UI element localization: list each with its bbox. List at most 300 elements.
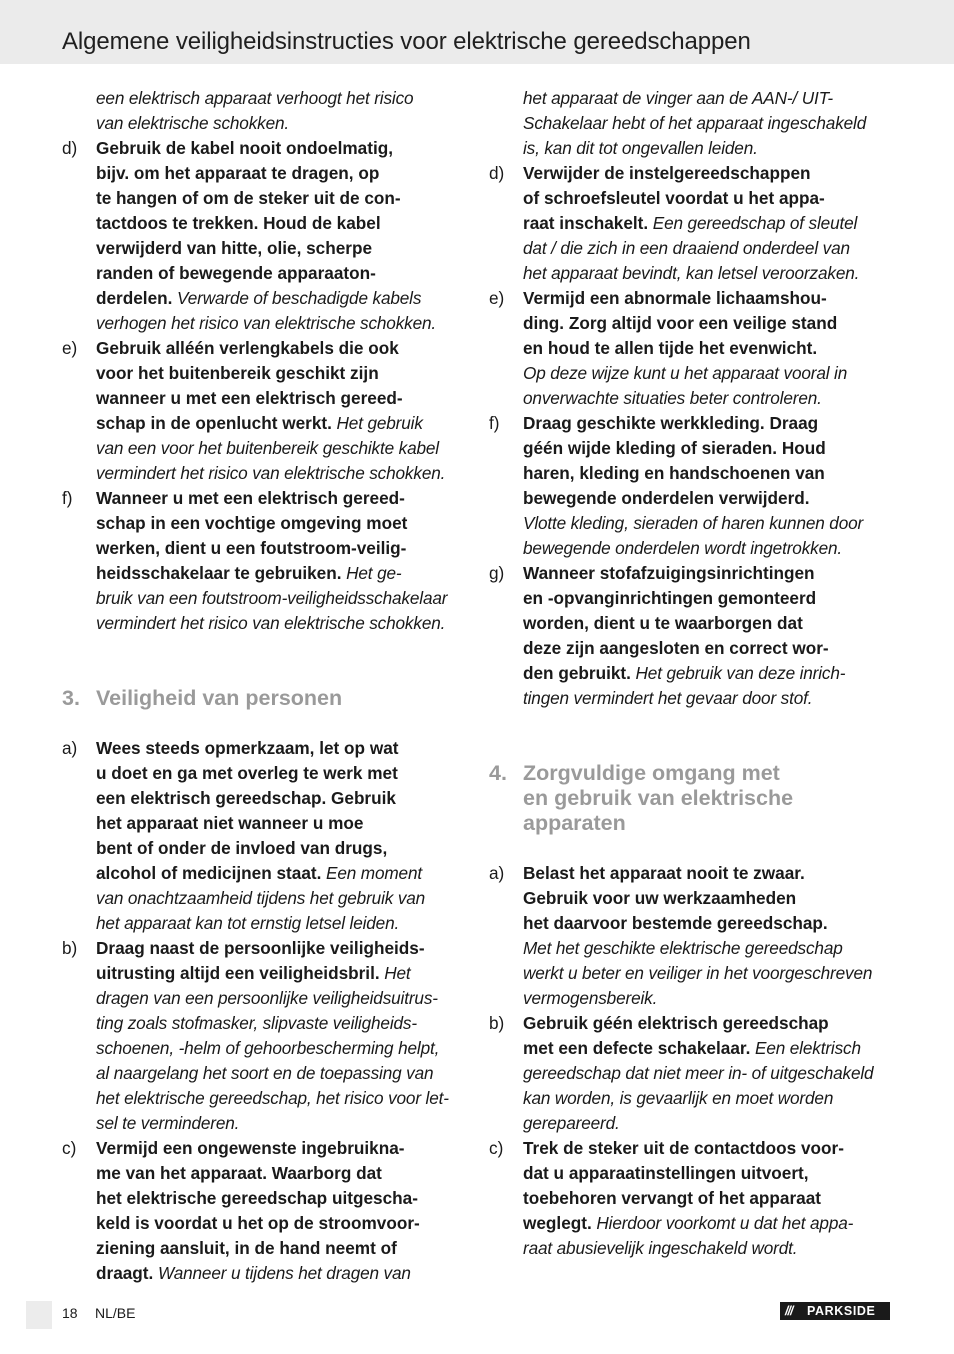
list-marker: b) <box>62 938 78 958</box>
line-text <box>523 1211 853 1236</box>
line-text <box>96 461 445 486</box>
instruction-text: bent of onder de invloed van drugs, <box>96 838 388 858</box>
line-text <box>96 736 399 761</box>
line-text <box>96 311 436 336</box>
text-line <box>489 686 894 711</box>
explanation-text: tingen vermindert het gevaar door stof. <box>523 688 813 708</box>
explanation-text: vermogensbereik. <box>523 988 658 1008</box>
text-line <box>489 661 894 686</box>
instruction-text: weglegt. <box>523 1213 592 1233</box>
text-line <box>62 411 468 436</box>
line-text <box>523 1186 821 1211</box>
explanation-text: kan worden, is gevaarlijk en moet worden <box>523 1088 834 1108</box>
text-line <box>489 536 894 561</box>
explanation-text: werkt u beter en veiliger in het voorgeschreven <box>523 963 873 983</box>
instruction-text: dat u apparaatinstellingen uitvoert, <box>523 1163 809 1183</box>
instruction-text: bewegende onderdelen verwijderd. <box>523 488 810 508</box>
section-title <box>523 761 793 836</box>
line-text <box>523 961 872 986</box>
line-text <box>523 1236 797 1261</box>
text-line <box>62 1186 468 1211</box>
text-line <box>62 836 468 861</box>
text-line <box>62 936 468 961</box>
explanation-text: het elektrische gereedschap, het risico voor let- <box>96 1088 449 1108</box>
line-text <box>523 311 837 336</box>
line-text <box>96 261 376 286</box>
list-marker: g) <box>489 563 505 583</box>
text-line <box>62 786 468 811</box>
line-text <box>96 361 379 386</box>
text-line <box>62 1211 468 1236</box>
instruction-text: Wanneer u met een elektrisch gereed- <box>96 488 405 508</box>
text-line <box>62 736 468 761</box>
line-text <box>96 436 439 461</box>
line-text <box>96 836 387 861</box>
line-text <box>523 686 812 711</box>
parkside-logo <box>780 1302 890 1320</box>
line-text <box>523 986 657 1011</box>
text-line <box>489 411 894 436</box>
instruction-text: het daarvoor bestemde gereedschap. <box>523 913 828 933</box>
explanation-text: Het ge- <box>341 563 402 583</box>
text-line <box>62 536 468 561</box>
line-text <box>96 986 438 1011</box>
line-text <box>523 361 847 386</box>
line-text <box>96 1036 439 1061</box>
text-line <box>489 961 894 986</box>
line-text <box>523 111 866 136</box>
text-line <box>489 136 894 161</box>
text-line <box>62 336 468 361</box>
line-text <box>96 486 405 511</box>
explanation-text: het apparaat de vinger aan de AAN-/ UIT- <box>523 88 833 108</box>
text-line <box>62 561 468 586</box>
instruction-text: haren, kleding en handschoenen van <box>523 463 825 483</box>
instruction-text: Vermijd een abnormale lichaamshou- <box>523 288 827 308</box>
text-line <box>62 1111 468 1136</box>
line-text <box>96 111 289 136</box>
line-text <box>523 261 859 286</box>
instruction-text: keld is voordat u het op de stroomvoor- <box>96 1213 420 1233</box>
line-text <box>96 1161 382 1186</box>
text-line <box>489 236 894 261</box>
instruction-text: derdelen. <box>96 288 173 308</box>
text-line <box>62 761 468 786</box>
text-line <box>62 911 468 936</box>
line-text <box>96 386 403 411</box>
instruction-text: Draag geschikte werkkleding. Draag <box>523 413 819 433</box>
instruction-text: bijv. om het apparaat te dragen, op <box>96 163 380 183</box>
explanation-text: verhogen het risico van elektrische schokken. <box>96 313 437 333</box>
instruction-text: u doet en ga met overleg te werk met <box>96 763 398 783</box>
instruction-text: werken, dient u een foutstroom-veilig- <box>96 538 407 558</box>
line-text <box>96 1111 239 1136</box>
explanation-text: Een moment <box>321 863 422 883</box>
line-text <box>523 586 816 611</box>
line-text <box>96 336 399 361</box>
explanation-text: Het <box>379 963 411 983</box>
line-text <box>523 536 842 561</box>
text-line <box>62 511 468 536</box>
text-line <box>489 186 894 211</box>
instruction-text: den gebruikt. <box>523 663 631 683</box>
line-text <box>96 1011 417 1036</box>
logo-text: PARKSIDE <box>807 1304 876 1318</box>
line-text <box>523 336 817 361</box>
list-marker: a) <box>489 863 505 883</box>
explanation-text: bewegende onderdelen wordt ingetrokken. <box>523 538 843 558</box>
text-line <box>489 1211 894 1236</box>
instruction-text: Gebruik voor uw werkzaamheden <box>523 888 797 908</box>
text-line <box>62 386 468 411</box>
page-number: 18 <box>62 1305 78 1321</box>
instruction-text: een elektrisch gereedschap. Gebruik <box>96 788 396 808</box>
explanation-text: sel te verminderen. <box>96 1113 240 1133</box>
text-line <box>489 886 894 911</box>
line-text <box>523 861 805 886</box>
line-text <box>523 511 863 536</box>
explanation-text: al naargelang het soort en de toepassing van <box>96 1063 434 1083</box>
instruction-text: me van het apparaat. Waarborg dat <box>96 1163 382 1183</box>
text-line <box>489 861 894 886</box>
line-text <box>96 811 363 836</box>
text-line <box>62 961 468 986</box>
instruction-text: alcohol of medicijnen staat. <box>96 863 322 883</box>
line-text <box>523 1161 809 1186</box>
text-line <box>489 86 894 111</box>
line-text <box>96 886 425 911</box>
instruction-text: wanneer u met een elektrisch gereed- <box>96 388 403 408</box>
list-marker: e) <box>489 288 505 308</box>
explanation-text: Met het geschikte elektrische gereedschap <box>523 938 843 958</box>
instruction-text: te hangen of om de steker uit de con- <box>96 188 401 208</box>
text-line <box>489 586 894 611</box>
list-marker: a) <box>62 738 78 758</box>
text-line <box>62 1136 468 1161</box>
line-text <box>523 1111 620 1136</box>
text-line <box>62 111 468 136</box>
text-line <box>489 1061 894 1086</box>
text-line <box>489 361 894 386</box>
text-line <box>489 1036 894 1061</box>
instruction-text: Verwijder de instelgereedschappen <box>523 163 811 183</box>
instruction-text: schap in een vochtige omgeving moet <box>96 513 408 533</box>
text-line <box>489 1086 894 1111</box>
line-text <box>523 1061 873 1086</box>
left-column <box>62 86 468 1286</box>
text-line <box>489 1136 894 1161</box>
instruction-text: Wees steeds opmerkzaam, let op wat <box>96 738 399 758</box>
section-title-line: apparaten <box>523 811 626 835</box>
text-line <box>62 311 468 336</box>
line-text <box>523 461 825 486</box>
explanation-text: gerepareerd. <box>523 1113 620 1133</box>
line-text <box>96 1186 418 1211</box>
instruction-text: Wanneer stofafzuigingsinrichtingen <box>523 563 815 583</box>
line-text <box>96 1086 449 1111</box>
line-text <box>96 586 447 611</box>
text-line <box>62 486 468 511</box>
line-text <box>96 1061 433 1086</box>
text-line <box>62 861 468 886</box>
text-line <box>62 1086 468 1111</box>
list-marker: c) <box>489 1138 504 1158</box>
text-line <box>489 561 894 586</box>
line-text <box>523 211 857 236</box>
line-text <box>523 86 833 111</box>
text-line <box>489 486 894 511</box>
text-line <box>489 461 894 486</box>
line-text <box>96 1236 397 1261</box>
text-line <box>489 336 894 361</box>
explanation-text: dragen van een persoonlijke veiligheidsuitrus- <box>96 988 438 1008</box>
line-text <box>523 236 850 261</box>
instruction-text: Trek de steker uit de contactdoos voor- <box>523 1138 844 1158</box>
line-text <box>96 936 425 961</box>
section-title-line: Veiligheid van personen <box>96 686 343 710</box>
text-line <box>62 236 468 261</box>
list-marker: d) <box>489 163 505 183</box>
line-text <box>96 86 413 111</box>
explanation-text: het apparaat bevindt, kan letsel veroorzaken. <box>523 263 860 283</box>
language-code: NL/BE <box>95 1305 136 1321</box>
section-heading <box>489 761 894 836</box>
text-line <box>62 886 468 911</box>
explanation-text: Het gebruik van deze inrich- <box>630 663 846 683</box>
instruction-text: ziening aansluit, in de hand neemt of <box>96 1238 397 1258</box>
text-line <box>62 211 468 236</box>
section-number: 4. <box>489 761 507 785</box>
text-line <box>62 1236 468 1261</box>
line-text <box>96 561 401 586</box>
line-text <box>96 536 406 561</box>
text-line <box>62 1036 468 1061</box>
text-line <box>62 586 468 611</box>
instruction-text: worden, dient u te waarborgen dat <box>523 613 803 633</box>
instruction-text: en -opvanginrichtingen gemonteerd <box>523 588 817 608</box>
spacer <box>489 711 894 736</box>
explanation-text: van een voor het buitenbereik geschikte kabel <box>96 438 439 458</box>
list-marker: d) <box>62 138 78 158</box>
text-line <box>489 511 894 536</box>
instruction-text: toebehoren vervangt of het apparaat <box>523 1188 821 1208</box>
text-line <box>489 911 894 936</box>
text-line <box>62 186 468 211</box>
text-line <box>62 286 468 311</box>
explanation-text: ting zoals stofmasker, slipvaste veiligheids- <box>96 1013 417 1033</box>
line-text <box>523 486 810 511</box>
explanation-text: Een elektrisch <box>750 1038 861 1058</box>
line-text <box>523 1011 829 1036</box>
line-text <box>96 186 401 211</box>
explanation-text: Schakelaar hebt of het apparaat ingeschakeld <box>523 113 867 133</box>
section-heading <box>62 686 468 711</box>
instruction-text: Gebruik alléén verlengkabels die ook <box>96 338 399 358</box>
line-text <box>523 386 822 411</box>
explanation-text: Een gereedschap of sleutel <box>648 213 858 233</box>
line-text <box>523 936 843 961</box>
instruction-text: het elektrische gereedschap uitgescha- <box>96 1188 418 1208</box>
text-line <box>489 1236 894 1261</box>
text-line <box>489 211 894 236</box>
line-text <box>96 911 399 936</box>
line-text <box>523 411 818 436</box>
text-line <box>62 361 468 386</box>
instruction-text: en houd te allen tijde het evenwicht. <box>523 338 818 358</box>
instruction-text: géén wijde kleding of sieraden. Houd <box>523 438 826 458</box>
spacer <box>62 636 468 661</box>
line-text <box>523 911 828 936</box>
section-title-line: en gebruik van elektrische <box>523 786 794 810</box>
instruction-text: Vermijd een ongewenste ingebruikna- <box>96 1138 405 1158</box>
instruction-text: Gebruik de kabel nooit ondoelmatig, <box>96 138 393 158</box>
spacer <box>62 661 468 686</box>
text-line <box>489 611 894 636</box>
spacer <box>489 836 894 861</box>
text-line <box>489 986 894 1011</box>
instruction-text: raat inschakelt. <box>523 213 649 233</box>
text-line <box>489 436 894 461</box>
text-line <box>489 311 894 336</box>
list-marker: f) <box>489 413 500 433</box>
line-text <box>523 286 827 311</box>
spacer <box>489 736 894 761</box>
line-text <box>96 236 372 261</box>
text-line <box>489 636 894 661</box>
text-line <box>489 936 894 961</box>
instruction-text: het apparaat niet wanneer u moe <box>96 813 364 833</box>
explanation-text: Wanneer u tijdens het dragen van <box>153 1263 411 1283</box>
explanation-text: dat / die zich in een draaiend onderdeel van <box>523 238 850 258</box>
instruction-text: ding. Zorg altijd voor een veilige stand <box>523 313 838 333</box>
section-number: 3. <box>62 686 80 710</box>
line-text <box>96 1261 411 1286</box>
instruction-text: voor het buitenbereik geschikt zijn <box>96 363 379 383</box>
explanation-text: raat abusievelijk ingeschakeld wordt. <box>523 1238 798 1258</box>
line-text <box>523 1136 844 1161</box>
instruction-text: Draag naast de persoonlijke veiligheids- <box>96 938 425 958</box>
instruction-text: draagt. <box>96 1263 154 1283</box>
explanation-text: Verwarde of beschadigde kabels <box>172 288 422 308</box>
line-text <box>96 961 411 986</box>
instruction-text: randen of bewegende apparaaton- <box>96 263 376 283</box>
text-line <box>62 1161 468 1186</box>
line-text <box>523 561 815 586</box>
explanation-text: Het gebruik <box>331 413 423 433</box>
explanation-text: het apparaat kan tot ernstig letsel leiden. <box>96 913 400 933</box>
text-line <box>489 261 894 286</box>
explanation-text: onverwachte situaties beter controleren. <box>523 388 822 408</box>
text-line <box>62 136 468 161</box>
line-text <box>96 286 421 311</box>
line-text <box>523 436 826 461</box>
instruction-text: of schroefsleutel voordat u het appa- <box>523 188 825 208</box>
text-line <box>489 1186 894 1211</box>
line-text <box>96 511 407 536</box>
line-text <box>523 611 803 636</box>
line-text <box>523 161 811 186</box>
instruction-text: met een defecte schakelaar. <box>523 1038 751 1058</box>
explanation-text: van onachtzaamheid tijdens het gebruik van <box>96 888 426 908</box>
explanation-text: is, kan dit tot ongevallen leiden. <box>523 138 758 158</box>
text-line <box>489 111 894 136</box>
explanation-text: van elektrische schokken. <box>96 113 290 133</box>
line-text <box>523 661 845 686</box>
explanation-text: vermindert het risico van elektrische schokken. <box>96 613 446 633</box>
section-title-line: Zorgvuldige omgang met <box>523 761 780 785</box>
text-line <box>62 261 468 286</box>
instruction-text: Belast het apparaat nooit te zwaar. <box>523 863 805 883</box>
page-title: Algemene veiligheidsinstructies voor elektrische gereedschappen <box>62 28 751 55</box>
instruction-text: verwijderd van hitte, olie, scherpe <box>96 238 373 258</box>
line-text <box>96 611 445 636</box>
line-text <box>96 411 423 436</box>
text-line <box>489 1011 894 1036</box>
line-text <box>96 161 379 186</box>
section-title <box>96 686 342 711</box>
text-line <box>62 461 468 486</box>
explanation-text: gereedschap dat niet meer in- of uitgeschakeld <box>523 1063 874 1083</box>
text-line <box>489 1111 894 1136</box>
explanation-text: Op deze wijze kunt u het apparaat vooral in <box>523 363 848 383</box>
instruction-text: deze zijn aangesloten en correct wor- <box>523 638 829 658</box>
logo-stripes: /// <box>785 1304 793 1318</box>
line-text <box>523 186 825 211</box>
line-text <box>96 211 381 236</box>
text-line <box>62 436 468 461</box>
list-marker: f) <box>62 488 73 508</box>
line-text <box>523 136 758 161</box>
list-marker: e) <box>62 338 78 358</box>
explanation-text: bruik van een foutstroom-veiligheidsschakelaar <box>96 588 448 608</box>
explanation-text: schoenen, -helm of gehoorbescherming helpt, <box>96 1038 440 1058</box>
instruction-text: tactdoos te trekken. Houd de kabel <box>96 213 381 233</box>
line-text <box>96 136 393 161</box>
text-line <box>62 86 468 111</box>
text-line <box>489 161 894 186</box>
line-text <box>523 1086 833 1111</box>
line-text <box>523 636 829 661</box>
text-line <box>62 986 468 1011</box>
line-text <box>96 761 398 786</box>
text-line <box>489 1161 894 1186</box>
line-text <box>96 786 396 811</box>
text-line <box>62 611 468 636</box>
line-text <box>96 861 422 886</box>
spacer <box>62 711 468 736</box>
explanation-text: Vlotte kleding, sieraden of haren kunnen door <box>523 513 864 533</box>
line-text <box>523 1036 861 1061</box>
instruction-text: Gebruik géén elektrisch gereedschap <box>523 1013 829 1033</box>
footer-tab <box>26 1301 52 1329</box>
line-text <box>523 886 796 911</box>
right-column <box>489 86 894 1261</box>
text-line <box>489 386 894 411</box>
instruction-text: uitrusting altijd een veiligheidsbril. <box>96 963 380 983</box>
explanation-text: Hierdoor voorkomt u dat het appa- <box>591 1213 854 1233</box>
text-line <box>62 161 468 186</box>
instruction-text: heidsschakelaar te gebruiken. <box>96 563 342 583</box>
explanation-text: vermindert het risico van elektrische schokken. <box>96 463 446 483</box>
instruction-text: schap in de openlucht werkt. <box>96 413 332 433</box>
explanation-text: een elektrisch apparaat verhoogt het risico <box>96 88 414 108</box>
text-line <box>489 286 894 311</box>
list-marker: b) <box>489 1013 505 1033</box>
text-line <box>62 811 468 836</box>
text-line <box>62 1261 468 1286</box>
line-text <box>96 1211 420 1236</box>
line-text <box>96 1136 405 1161</box>
